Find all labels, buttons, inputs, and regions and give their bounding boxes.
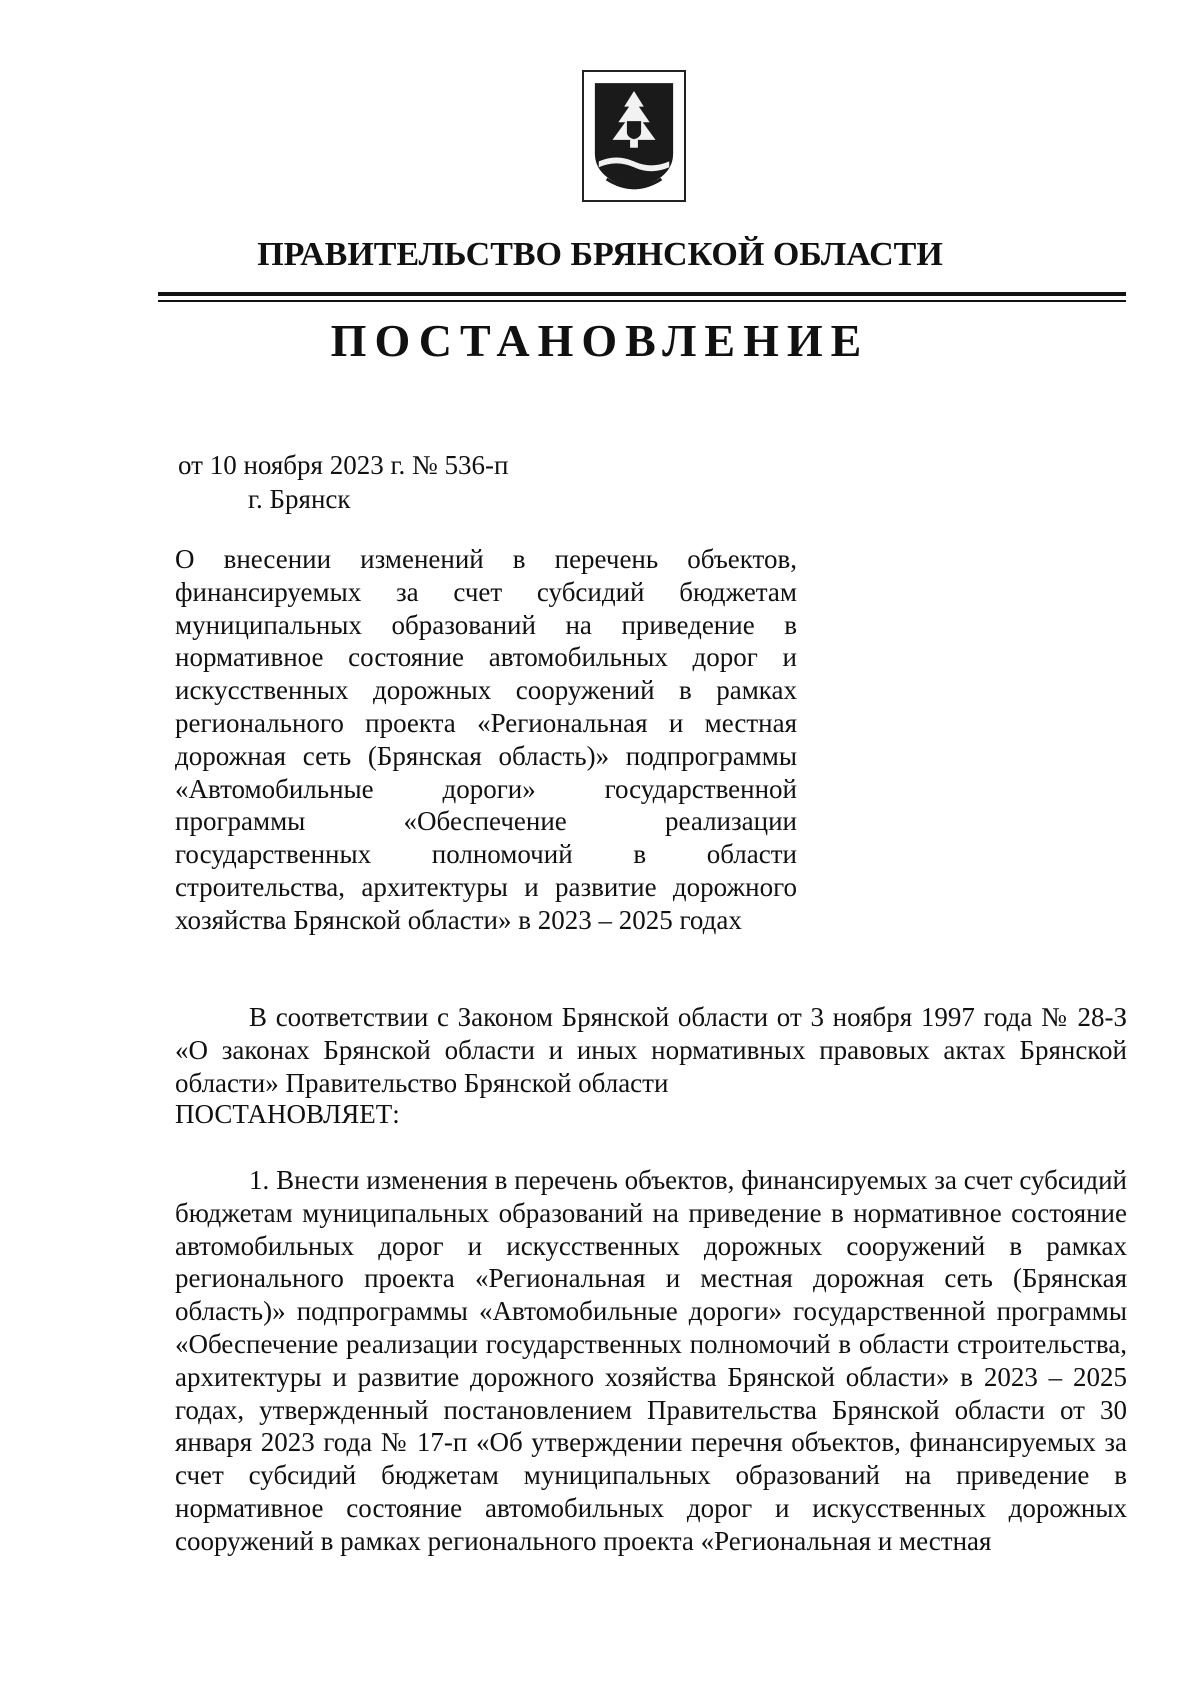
coat-of-arms-icon (582, 70, 686, 202)
document-type-heading: ПОСТАНОВЛЕНИЕ (330, 315, 870, 366)
document-subject: О внесении изменений в перечень объектов, финансируемых за счет субсидий бюджетам муниципальных образований на приведение в нормативное состояние автомобильных дорог и искусственных дорожных сооружений в рамках регионального проекта «Региональная и местная дорожная сеть (Брянская область)» подпрограммы «Автомобильные дороги» государственной программы «Обеспечение реализации государственных полномочий в области строительства, архитектуры и развитие дорожного хозяйства Брянской области» в 2023 – 2025 годах (175, 544, 797, 935)
organization-title: ПРАВИТЕЛЬСТВО БРЯНСКОЙ ОБЛАСТИ (257, 236, 943, 273)
preamble-paragraph: В соответствии с Законом Брянской области от 3 ноября 1997 года № 28-З «О законах Брянской области и иных нормативных правовых актах Брянской области» Правительство Брянской области (175, 1002, 1127, 1098)
header-divider-thin (158, 300, 1126, 302)
item-1-paragraph: 1. Внести изменения в перечень объектов, финансируемых за счет субсидий бюджетам муниципальных образований на приведение в нормативное состояние автомобильных дорог и искусственных дорожных сооружений в рамках регионального проекта «Региональная и местная дорожная сеть (Брянская область)» подпрограммы «Автомобильные дороги» государственной программы «Обеспечение реализации государственных полномочий в области строительства, архитектуры и развитие дорожного хозяйства Брянской области» в 2023 – 2025 годах, утвержденный постановлением Правительства Брянской области от 30 января 2023 года № 17-п «Об утверждении перечня объектов, финансируемых за счет субсидий бюджетам муниципальных образований на приведение в нормативное состояние автомобильных дорог и искусственных дорожных сооружений в рамках регионального проекта «Региональная и местная (175, 1165, 1127, 1556)
decree-word: ПОСТАНОВЛЯЕТ: (175, 1099, 400, 1129)
header-divider-thick (158, 292, 1126, 296)
date-and-number: от 10 ноября 2023 г. № 536-п (178, 450, 509, 480)
city: г. Брянск (248, 484, 351, 514)
